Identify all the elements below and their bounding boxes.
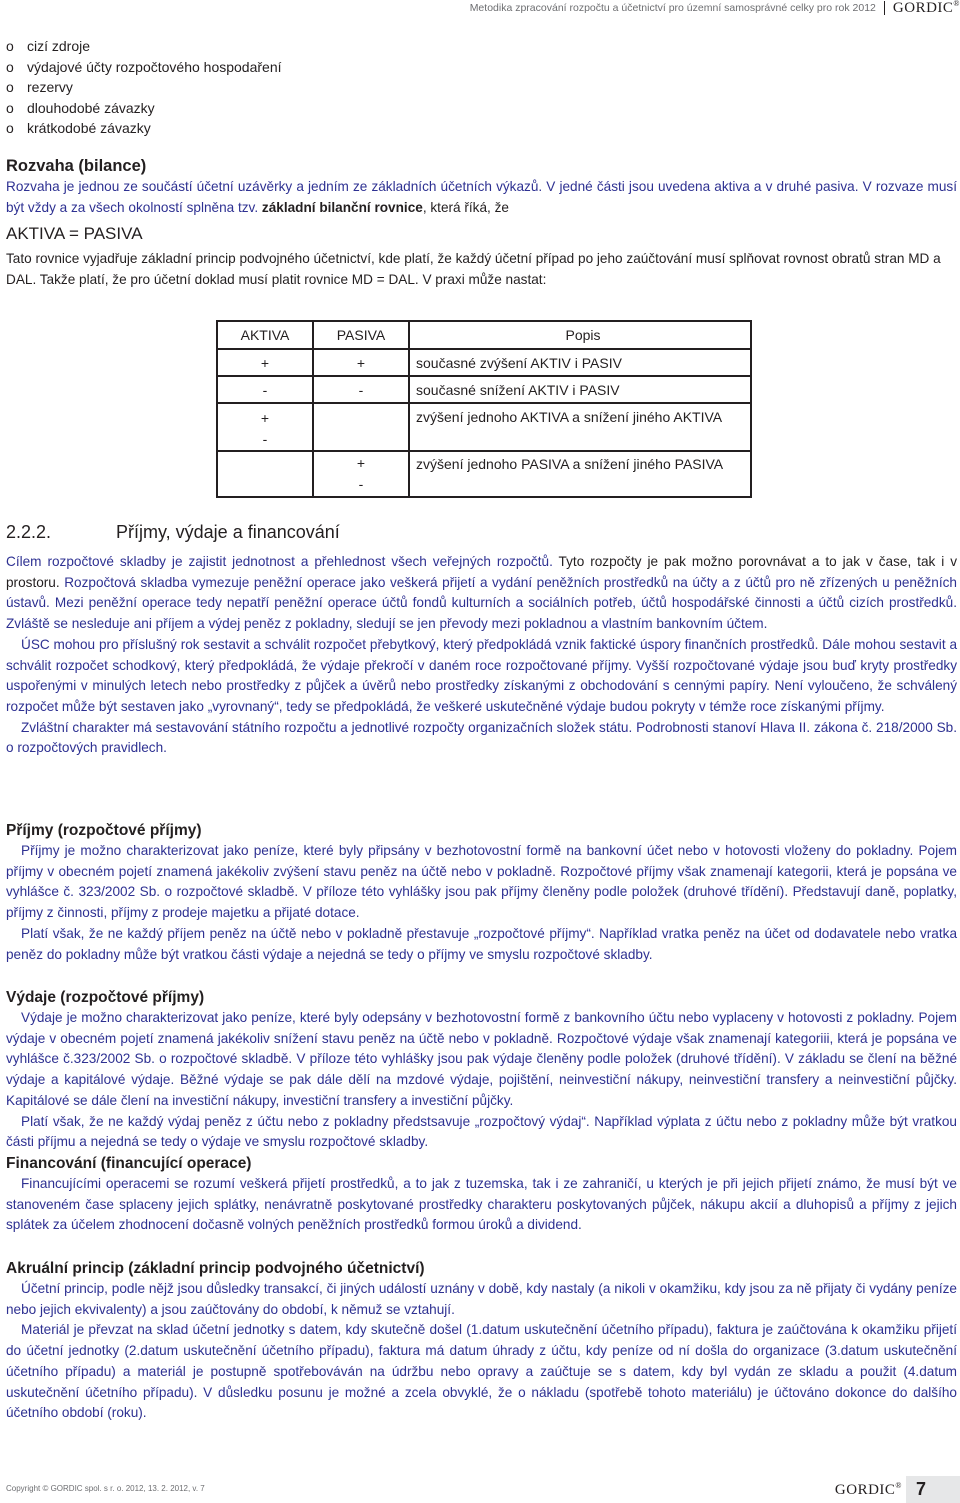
section-title: Akruální princip (základní princip podvojného účetnictví): [6, 1260, 425, 1277]
paragraph: Zvláštní charakter má sestavování státního rozpočtu a jednotlivé rozpočty organizačních složek státu. Podrobnosti stanoví Hlava II. zákona č. 218/2000 Sb. o rozpočtových pravidlech.: [6, 719, 957, 756]
section-rozvaha: [6, 155, 957, 290]
balance-table: [216, 320, 752, 498]
gordic-logo: GORDIC®: [892, 0, 960, 16]
paragraph: Platí však, že ne každý příjem peněz na účtě nebo v pokladně přestavuje „rozpočtové příjmy“. Například vratka peněz na účet od dodavatele nebo vratka peněz do pokladny může být vratkou části výdaje a nejedná se tedy o příjmy ve smyslu rozpočtové skladby.: [6, 925, 957, 962]
header-title: Metodika zpracování rozpočtu a účetnictví pro územní samosprávné celky pro rok 2012: [469, 2, 876, 14]
section-title: Výdaje (rozpočtové příjmy): [6, 989, 205, 1006]
section-title: Příjmy (rozpočtové příjmy): [6, 822, 202, 839]
paragraph: Rozvaha je jednou ze součástí účetní uzávěrky a jedním ze základních účetních výkazů. V jedné části jsou uvedena aktiva a v druhé pasiva. V rozvaze musí být vždy a za všech okolností splněna tzv. základní bilanční rovnice, která říká, že: [6, 179, 957, 215]
section-akrualni: [6, 1260, 957, 1424]
section-financovani: [6, 1155, 957, 1236]
list-item: o krátkodobé závazky: [6, 120, 151, 136]
list-item: o dlouhodobé závazky: [6, 99, 155, 116]
list-item: o rezervy: [6, 79, 73, 95]
gordic-logo: GORDIC®: [834, 1481, 902, 1498]
paragraph: Financujícími operacemi se rozumí veškerá přijetí prostředků, a to jak z tuzemska, tak i ze zahraničí, u kterých je při jejich přijetí známo, že musí být ve stanoveném čase splaceny jejich splátky, nenávratně poskytované prostředky charakteru poskytovaných půjček, nákupu akcií a dluhopisů a příjmy z jejich splátek za účelem zhodnocení dočasně volných peněžních prostředků formou úroků a dividend.: [6, 1176, 957, 1233]
table-row: + - zvýšení jednoho PASIVA a snížení jiného PASIVA: [217, 451, 751, 497]
paragraph: Příjmy je možno charakterizovat jako peníze, které byly připsány v bezhotovostní formě na bankovní účet nebo v hotovosti vloženy do pokladny. Pojem příjmy v obecném pojetí znamená jakékoliv zvýšení stavu peněz na účtě nebo v pokladně. Rozpočtové příjmy však znamenají kategorii, která je popsána ve vyhlášce č. 323/2002 Sb. o rozpočtové skladbě. V příloze této vyhlášky jsou pak příjmy členěny podle položek (druhové třídění). Představují daně, poplatky, příjmy z činnosti, příjmy z prodeje majetku a přijaté dotace.: [6, 843, 957, 921]
paragraph: Výdaje je možno charakterizovat jako peníze, které byly odepsány v bezhotovostní formě z bankovního účtu nebo vyplaceny v hotovosti z pokladny. Pojem výdaje v obecném pojetí znamená jakékoliv snížení stavu peněz na účtě nebo v pokladně. Rozpočtové výdaje však znamenají kategoriii, která je popsána ve vyhlášce č.323/2002 Sb. o rozpočtové skladbě. V příloze této vyhlášky jsou pak výdaje členěny podle položek (druhové třídění). V základu se člení na běžné výdaje a kapitálové výdaje. Běžné výdaje se pak dále dělí na mzdové výdaje, pojištění, neinvestiční nákupy, neinvestiční transfery a neinvestiční půjčky. Kapitálové se dále člení na investiční nákupy, investiční transfery a investiční půjčky.: [6, 1010, 957, 1108]
paragraph: Materiál je převzat na sklad účetní jednotky s datem, kdy skutečně došel (1.datum uskutečnění účetního případu), faktura je zaúčtována k okamžiku přijetí do účetní jednotky (2.datum uskutečnění účetního případu), faktura má datum úhrady z účtu, kdy peníze od ní došla do organizace (3.datum uskutečnění účetního případu) a materiál je postupně spotřebováván na údržbu nebo opravy a zaúčtuje se s datem, kdy byl vydán ze skladu a použit (4.datum uskutečnění účetního případu). V důsledku posunu je možné a zcela obvyklé, že o nákladu (spotřebě tohoto materiálu) je účtováno dokonce do dalšího účetního období (roku).: [6, 1322, 957, 1421]
section-title: Financování (financující operace): [6, 1155, 252, 1172]
section-vydaje: [6, 989, 957, 1153]
table-row: + + současné zvýšení AKTIV i PASIV: [217, 349, 751, 376]
header-cell-popis: Popis: [409, 321, 751, 349]
paragraph: Cílem rozpočtové skladby je zajistit jednotnost a přehlednost všech veřejných rozpočtů. Tyto rozpočty je pak možno porovnávat a to jak v čase, tak i v prostoru. Rozpočtová skladba vymezuje peněžní operace jako veškerá přijetí a vydání peněžních prostředků na účty a z účtů pro ně zřízených u peněžních ústavů. Mezi peněžní operace tedy nepatří peněžní operace účtů fondů kulturních a sociálních potřeb, účtů hospodářské činnosti a účtů cizích prostředků. Zvláště se nesleduje ani příjem a výdej peněz z pokladny, sledují se jen převody mezi pokladnou a vlastním bankovním účtem.: [6, 554, 958, 632]
header-cell-aktiva: AKTIVA: [217, 321, 313, 349]
paragraph: Tato rovnice vyjadřuje základní princip podvojného účetnictví, kde platí, že každý účetní případ po jeho zaúčtování musí splňovat rovnost obratů stran MD a DAL. Takže platí, že pro účetní doklad musí platit rovnice MD = DAL. V praxi může nastat:: [6, 251, 941, 287]
balance-equation: AKTIVA = PASIVA: [6, 224, 143, 243]
list-item: o cizí zdroje: [6, 38, 91, 54]
liabilities-list: [6, 36, 282, 139]
section-2-2-2: [6, 522, 957, 759]
header-cell-pasiva: PASIVA: [313, 321, 409, 349]
table-row: + - zvýšení jednoho AKTIVA a snížení jiného AKTIVA: [217, 403, 751, 451]
page-number: 7: [906, 1476, 960, 1503]
table-row: - - současné snížení AKTIV i PASIV: [217, 376, 751, 403]
header-divider: [884, 1, 885, 15]
section-title: Rozvaha (bilance): [6, 157, 147, 175]
list-item: o výdajové účty rozpočtového hospodaření: [6, 58, 282, 75]
paragraph: Účetní princip, podle nějž jsou důsledky transakcí, či jiných událostí uznány v době, kdy nastaly (a nikoli v okamžiku, kdy jsou za ně přijaty či vydány peníze nebo jejich ekvivalenty) a jsou zaúčtovány do období, k němuž se vztahují.: [6, 1281, 957, 1317]
section-heading: 2.2.2. Příjmy, výdaje a financování: [6, 522, 340, 542]
section-prijmy: [6, 822, 957, 965]
table-header-row: [217, 321, 751, 349]
paragraph: Platí však, že ne každý výdaj peněz z účtu nebo z pokladny předstsavuje „rozpočtový výdaj“. Například výplata z účtu nebo z pokladny může být vratkou části příjmu a nejedná se tedy o výdaje ve smyslu rozpočtové skladby.: [6, 1113, 957, 1150]
copyright-text: Copyright © GORDIC spol. s r. o. 2012, 13. 2. 2012, v. 7: [6, 1484, 205, 1493]
paragraph: ÚSC mohou pro příslušný rok sestavit a schválit rozpočet přebytkový, který předpokládá vznik faktické úspory finančních prostředků. Dále mohou sestavit a schválit rozpočet schodkový, který předpokládá, že výdaje překročí v daném roce rozpočtované příjmy. Vyšší rozpočtované výdaje jsou buď kryty prostředky uspořenými v minulých letech nebo prostředky z půjček a úvěrů nebo prostředky získanými z obchodování s cennými papíry. Není vyloučeno, že schválený rozpočet může být sestaven jako „vyrovnaný“, tedy se předpokládá, že veškeré uskutečněné výdaje budou pokryty v témže roce získanými příjmy.: [6, 636, 957, 714]
page-header: [470, 0, 960, 16]
